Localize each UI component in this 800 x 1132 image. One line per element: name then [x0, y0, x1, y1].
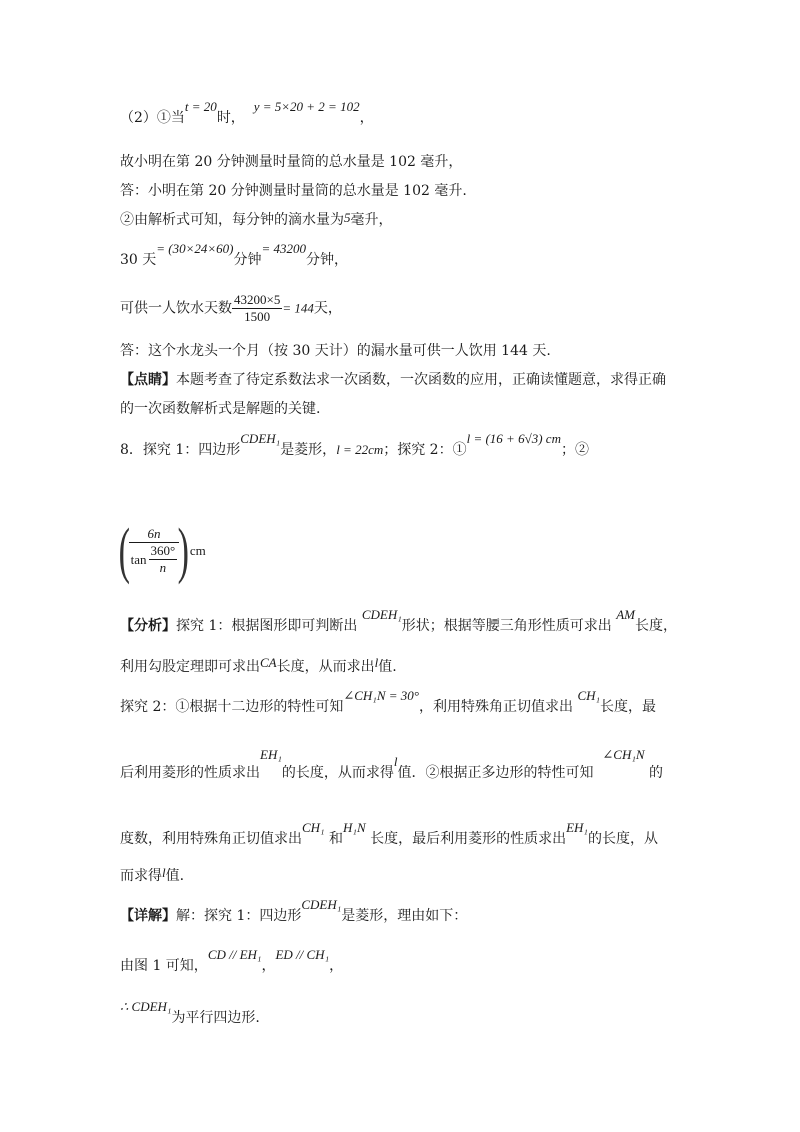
section-tag: 【分析】	[120, 618, 176, 634]
text: ；②	[560, 442, 589, 458]
line-8	[120, 370, 666, 390]
line-19	[120, 947, 344, 976]
text: 8．探究 1：四边形	[120, 442, 241, 458]
math-expr: AM	[616, 607, 635, 622]
math-expr: ∠CH₁N	[602, 747, 645, 762]
line-10	[120, 431, 589, 460]
left-paren: (	[118, 517, 131, 585]
math-expr: ED // CH₁	[275, 947, 330, 962]
text: 的长度，从而求得	[281, 765, 394, 781]
line-13	[120, 657, 397, 677]
line-18	[120, 897, 468, 926]
math-expr: H₁N	[343, 820, 366, 835]
math-expr: = (30×24×60)	[156, 241, 234, 256]
math-expr: y = 5×20 + 2 = 102	[253, 99, 360, 114]
math-expr: = 43200	[261, 241, 307, 256]
text: 后利用菱形的性质求出	[120, 765, 260, 781]
text: 长度，	[634, 618, 677, 634]
text: 分钟，	[306, 252, 349, 268]
text: 值．②根据正多边形的特性可知	[397, 765, 594, 781]
text: ②由解析式可知，每分钟的滴水量为	[120, 212, 344, 228]
text: 形状；根据等腰三角形性质可求出	[401, 618, 612, 634]
math-expr: l = 22cm	[336, 442, 384, 457]
text: 由图 1 可知，	[120, 958, 208, 974]
text: 是菱形，理由如下：	[341, 908, 468, 924]
text: 的长度，从	[587, 831, 658, 847]
right-paren: )	[177, 517, 190, 585]
text: 为平行四边形.	[171, 1010, 260, 1026]
math-expr: t = 20	[184, 99, 217, 114]
line-2: 故小明在第 20 分钟测量时量筒的总水量是 102 毫升，	[120, 154, 463, 170]
section-tag: 【详解】	[120, 908, 176, 924]
math-expr: EH₁	[566, 820, 588, 835]
math-expr: CA	[260, 655, 277, 670]
text: ；探究 2：①	[383, 442, 467, 458]
math-expr: CD // EH₁	[207, 947, 262, 962]
text: ，	[359, 110, 374, 126]
line-17	[120, 866, 184, 886]
text: 时，	[216, 110, 245, 126]
line-7: 答：这个水龙头一个月（按 30 天计）的漏水量可供一人饮用 144 天.	[120, 343, 551, 359]
math-expr: CDEH₁	[361, 607, 402, 622]
text: 可供一人饮水天数	[120, 300, 232, 317]
line-5	[120, 241, 349, 270]
text: （2）①当	[120, 110, 185, 126]
math-expr: EH₁	[260, 747, 282, 762]
text: 30 天	[120, 252, 157, 268]
math-expr: l	[162, 865, 166, 880]
line-20	[120, 999, 260, 1028]
text: 的	[649, 765, 663, 781]
line-16	[120, 820, 658, 849]
text: 天，	[313, 300, 342, 317]
text: 值.	[378, 659, 397, 675]
line-12	[120, 607, 677, 636]
text: 利用勾股定理即可求出	[120, 659, 260, 675]
math-expr: ∠CH₁N = 30°	[343, 688, 419, 703]
line-15	[120, 747, 663, 783]
line-1	[120, 99, 374, 128]
text: ，利用特殊角正切值求出	[418, 699, 573, 715]
text: 而求得	[120, 868, 162, 884]
fraction	[129, 526, 180, 576]
text: 毫升，	[350, 212, 393, 228]
text: 和	[329, 831, 344, 847]
text: 长度，最	[600, 699, 657, 715]
line-3: 答：小明在第 20 分钟测量时量筒的总水量是 102 毫升.	[120, 183, 467, 199]
math-expr: 5	[344, 210, 351, 225]
line-14	[120, 688, 657, 717]
text: 探究 2：①根据十二边形的特性可知	[120, 699, 344, 715]
fraction-denominator: 1500	[244, 309, 271, 324]
math-expr: CH₁	[302, 820, 325, 835]
fraction-numerator: 6n	[129, 526, 180, 543]
inner-numerator: 360°	[150, 543, 176, 558]
math-expr: CH₁	[577, 688, 601, 703]
math-expr: l	[393, 754, 398, 769]
text: 值.	[165, 868, 185, 884]
math-expr: CDEH₁	[301, 897, 342, 912]
text: 是菱形，	[280, 442, 337, 458]
text: 探究 1：根据图形即可判断出	[176, 618, 358, 634]
fraction	[232, 292, 282, 325]
line-9: 的一次函数解析式是解题的关键.	[120, 401, 321, 417]
math-expr: l = (16 + 6√3) cm	[466, 431, 561, 446]
math-expr: ∴ CDEH₁	[120, 999, 172, 1014]
inner-denominator: n	[159, 560, 167, 575]
text: 分钟	[233, 252, 262, 268]
line-6	[120, 292, 342, 325]
section-tag: 【点睛】	[120, 372, 176, 388]
formula-block	[114, 516, 206, 586]
text: 解：探究 1：四边形	[176, 908, 302, 924]
math-expr: CDEH₁	[240, 431, 281, 446]
text: 本题考查了待定系数法求一次函数，一次函数的应用，正确读懂题意，求得正确	[176, 372, 666, 388]
inner-fraction	[149, 543, 178, 576]
text: 长度，最后利用菱形的性质求出	[370, 831, 567, 847]
unit-text: cm	[189, 543, 206, 558]
math-expr: = 144	[282, 300, 314, 316]
line-4	[120, 210, 393, 230]
fraction-numerator: 43200×5	[234, 292, 281, 307]
text: ，	[261, 958, 276, 974]
text: ，	[329, 958, 344, 974]
fraction-denominator	[129, 543, 180, 576]
text: 度数，利用特殊角正切值求出	[120, 831, 302, 847]
math-expr: l	[374, 655, 379, 670]
tan-text: tan	[130, 551, 147, 567]
text: 长度，从而求出	[276, 659, 375, 675]
